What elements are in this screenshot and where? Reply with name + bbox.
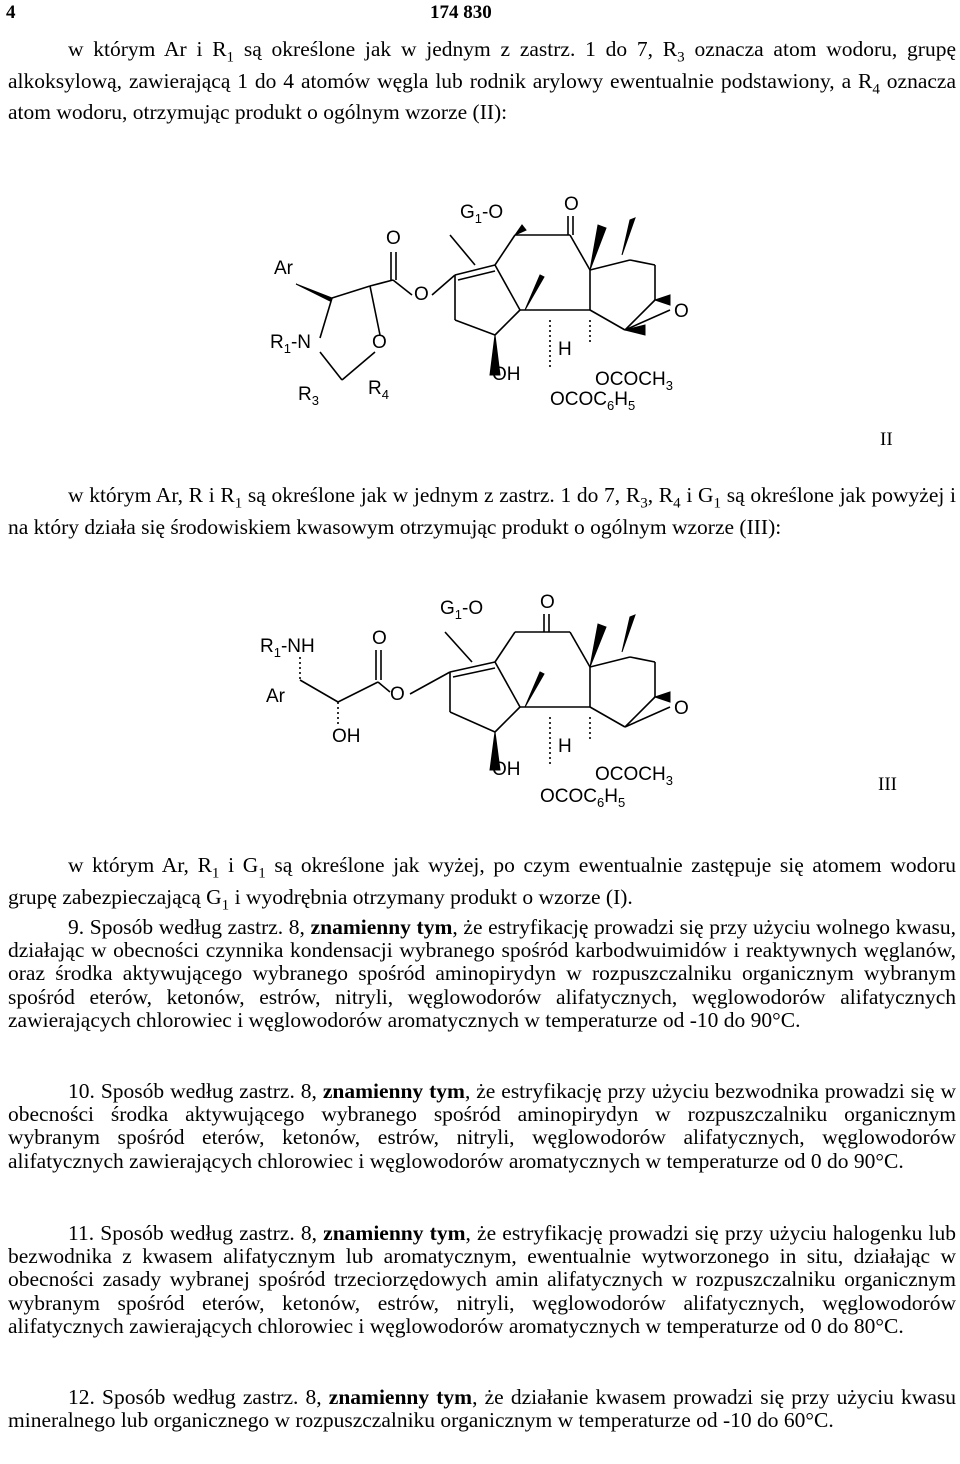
svg-text:O: O: [564, 194, 579, 215]
svg-text:O: O: [386, 228, 401, 249]
svg-text:R1-N: $R_1-N$: [270, 332, 312, 356]
svg-text:G1-O: $G_1-O$: [440, 598, 484, 622]
svg-text:O: O: [372, 628, 387, 649]
svg-text:O: O: [674, 301, 689, 322]
paragraph-intro: w którym Ar i $R_1$ są określone jak w jednym z zastrz. 1 do 7, $R_3$ oznacza atom wodoru, grupę alkoksylową, zawierającą 1 do 4 atomów węgla lub rodnik arylowy ewentualnie podstawiony, a $R_4$ oznacza atom wodoru, otrzymując produkt o ogólnym wzorze (II):: [8, 37, 956, 124]
svg-text:H: H: [558, 736, 572, 757]
svg-text:OCOC6H5: $OCOC_6H_5$: [540, 786, 626, 810]
svg-text:O: O: [390, 684, 405, 705]
claim-9: 9. Sposób według zastrz. 8, znamienny tym, że estryfikację prowadzi się przy użyciu wolnego kwasu, działając w obecności czynnika kondensacji wybranego spośród karbodwuimidów i reaktywnych węglanów, oraz środka aktywującego wybranego spośród aminopirydyn w rozpuszczalniku organicznym wybranym spośród eterów, ketonów, estrów, nitryli, węglowodorów alifatycznych, węglowodorów alifatycznych zawierających chlorowiec i węglowodorów aromatycznych w temperaturze od -10 do 90°C.: [8, 915, 956, 1032]
claim-10: 10. Sposób według zastrz. 8, znamienny tym, że estryfikację przy użyciu bezwodnika prowadzi się w obecności środka aktywującego wybranego spośród aminopirydyn w rozpuszczalniku organicznym wybranym spośród eterów, ketonów, estrów, nitryli, węglowodorów alifatycznych, węglowodorów alifatycznych zawierających chlorowiec i węglowodorów aromatycznych w temperaturze od 0 do 90°C.: [8, 1079, 956, 1173]
svg-text:OH: OH: [332, 726, 361, 747]
claim-12: 12. Sposób według zastrz. 8, znamienny tym, że działanie kwasem prowadzi się przy użyciu kwasu mineralnego lub organicznego w rozpuszczalniku organicznym w temperaturze od -10 do 60°C.: [8, 1385, 956, 1433]
paragraph-after-ii: w którym Ar, R i $R_1$ są określone jak w jednym z zastrz. 1 do 7, $R_3$, $R_4$ i $G_1$ są określone jak powyżej i na który działa się środowiskiem kwasowym otrzymując produkt o ogólnym wzorze (III):: [8, 483, 957, 539]
paragraph-after-iii: w którym Ar, $R_1$ i $G_1$ są określone jak wyżej, po czym ewentualnie zastępuje się atomem wodoru grupę zabezpieczającą $G_1$ i wyodrębnia otrzymany produkt o wzorze (I).: [8, 853, 956, 913]
svg-text:O: O: [372, 332, 387, 353]
svg-text:G1-O: $G_1-O$: [460, 202, 504, 226]
formula-label-iii: III: [878, 774, 897, 795]
page-number: 4: [6, 2, 16, 23]
svg-text:O: O: [414, 284, 429, 305]
svg-text:OCOC6H5: $OCOC_6H_5$: [550, 389, 636, 413]
claim-11: 11. Sposób według zastrz. 8, znamienny tym, że estryfikację prowadzi się przy użyciu halogenku lub bezwodnika z kwasem alifatycznym lub aromatycznym, ewentualnie wytworzonego in situ, działając w obecności zasady wybranej spośród trzeciorzędowych amin alifatycznych w rozpuszczalniku organicznym wybranym spośród eterów, ketonów, estrów, nitryli, węglowodorów alifatycznych, węglowodorów alifatycznych zawierających chlorowiec i węglowodorów aromatycznych w temperaturze od 0 do 80°C.: [8, 1221, 956, 1338]
svg-text:O: O: [674, 698, 689, 719]
svg-text:OCOCH3: $OCOCH_3$: [595, 764, 673, 788]
structural-formula-iii: [250, 592, 710, 822]
svg-text:OCOCH3: $OCOCH_3$: [595, 369, 673, 393]
svg-text:H: H: [558, 339, 572, 360]
svg-text:OH: OH: [492, 364, 521, 385]
svg-text:R3: $R_3$: [298, 384, 319, 408]
svg-text:OH: OH: [492, 759, 521, 780]
page-header: [0, 2, 960, 28]
svg-text:Ar: Ar: [266, 686, 285, 707]
svg-text:R1-NH: $R_1-NH$: [260, 636, 315, 660]
structural-formula-ii: [250, 180, 710, 430]
formula-label-ii: II: [880, 429, 893, 450]
patent-number: 174 830: [430, 2, 492, 23]
svg-text:R4: $R_4$: [368, 378, 389, 402]
formula-ar: Ar: [274, 258, 293, 279]
svg-text:O: O: [540, 592, 555, 613]
